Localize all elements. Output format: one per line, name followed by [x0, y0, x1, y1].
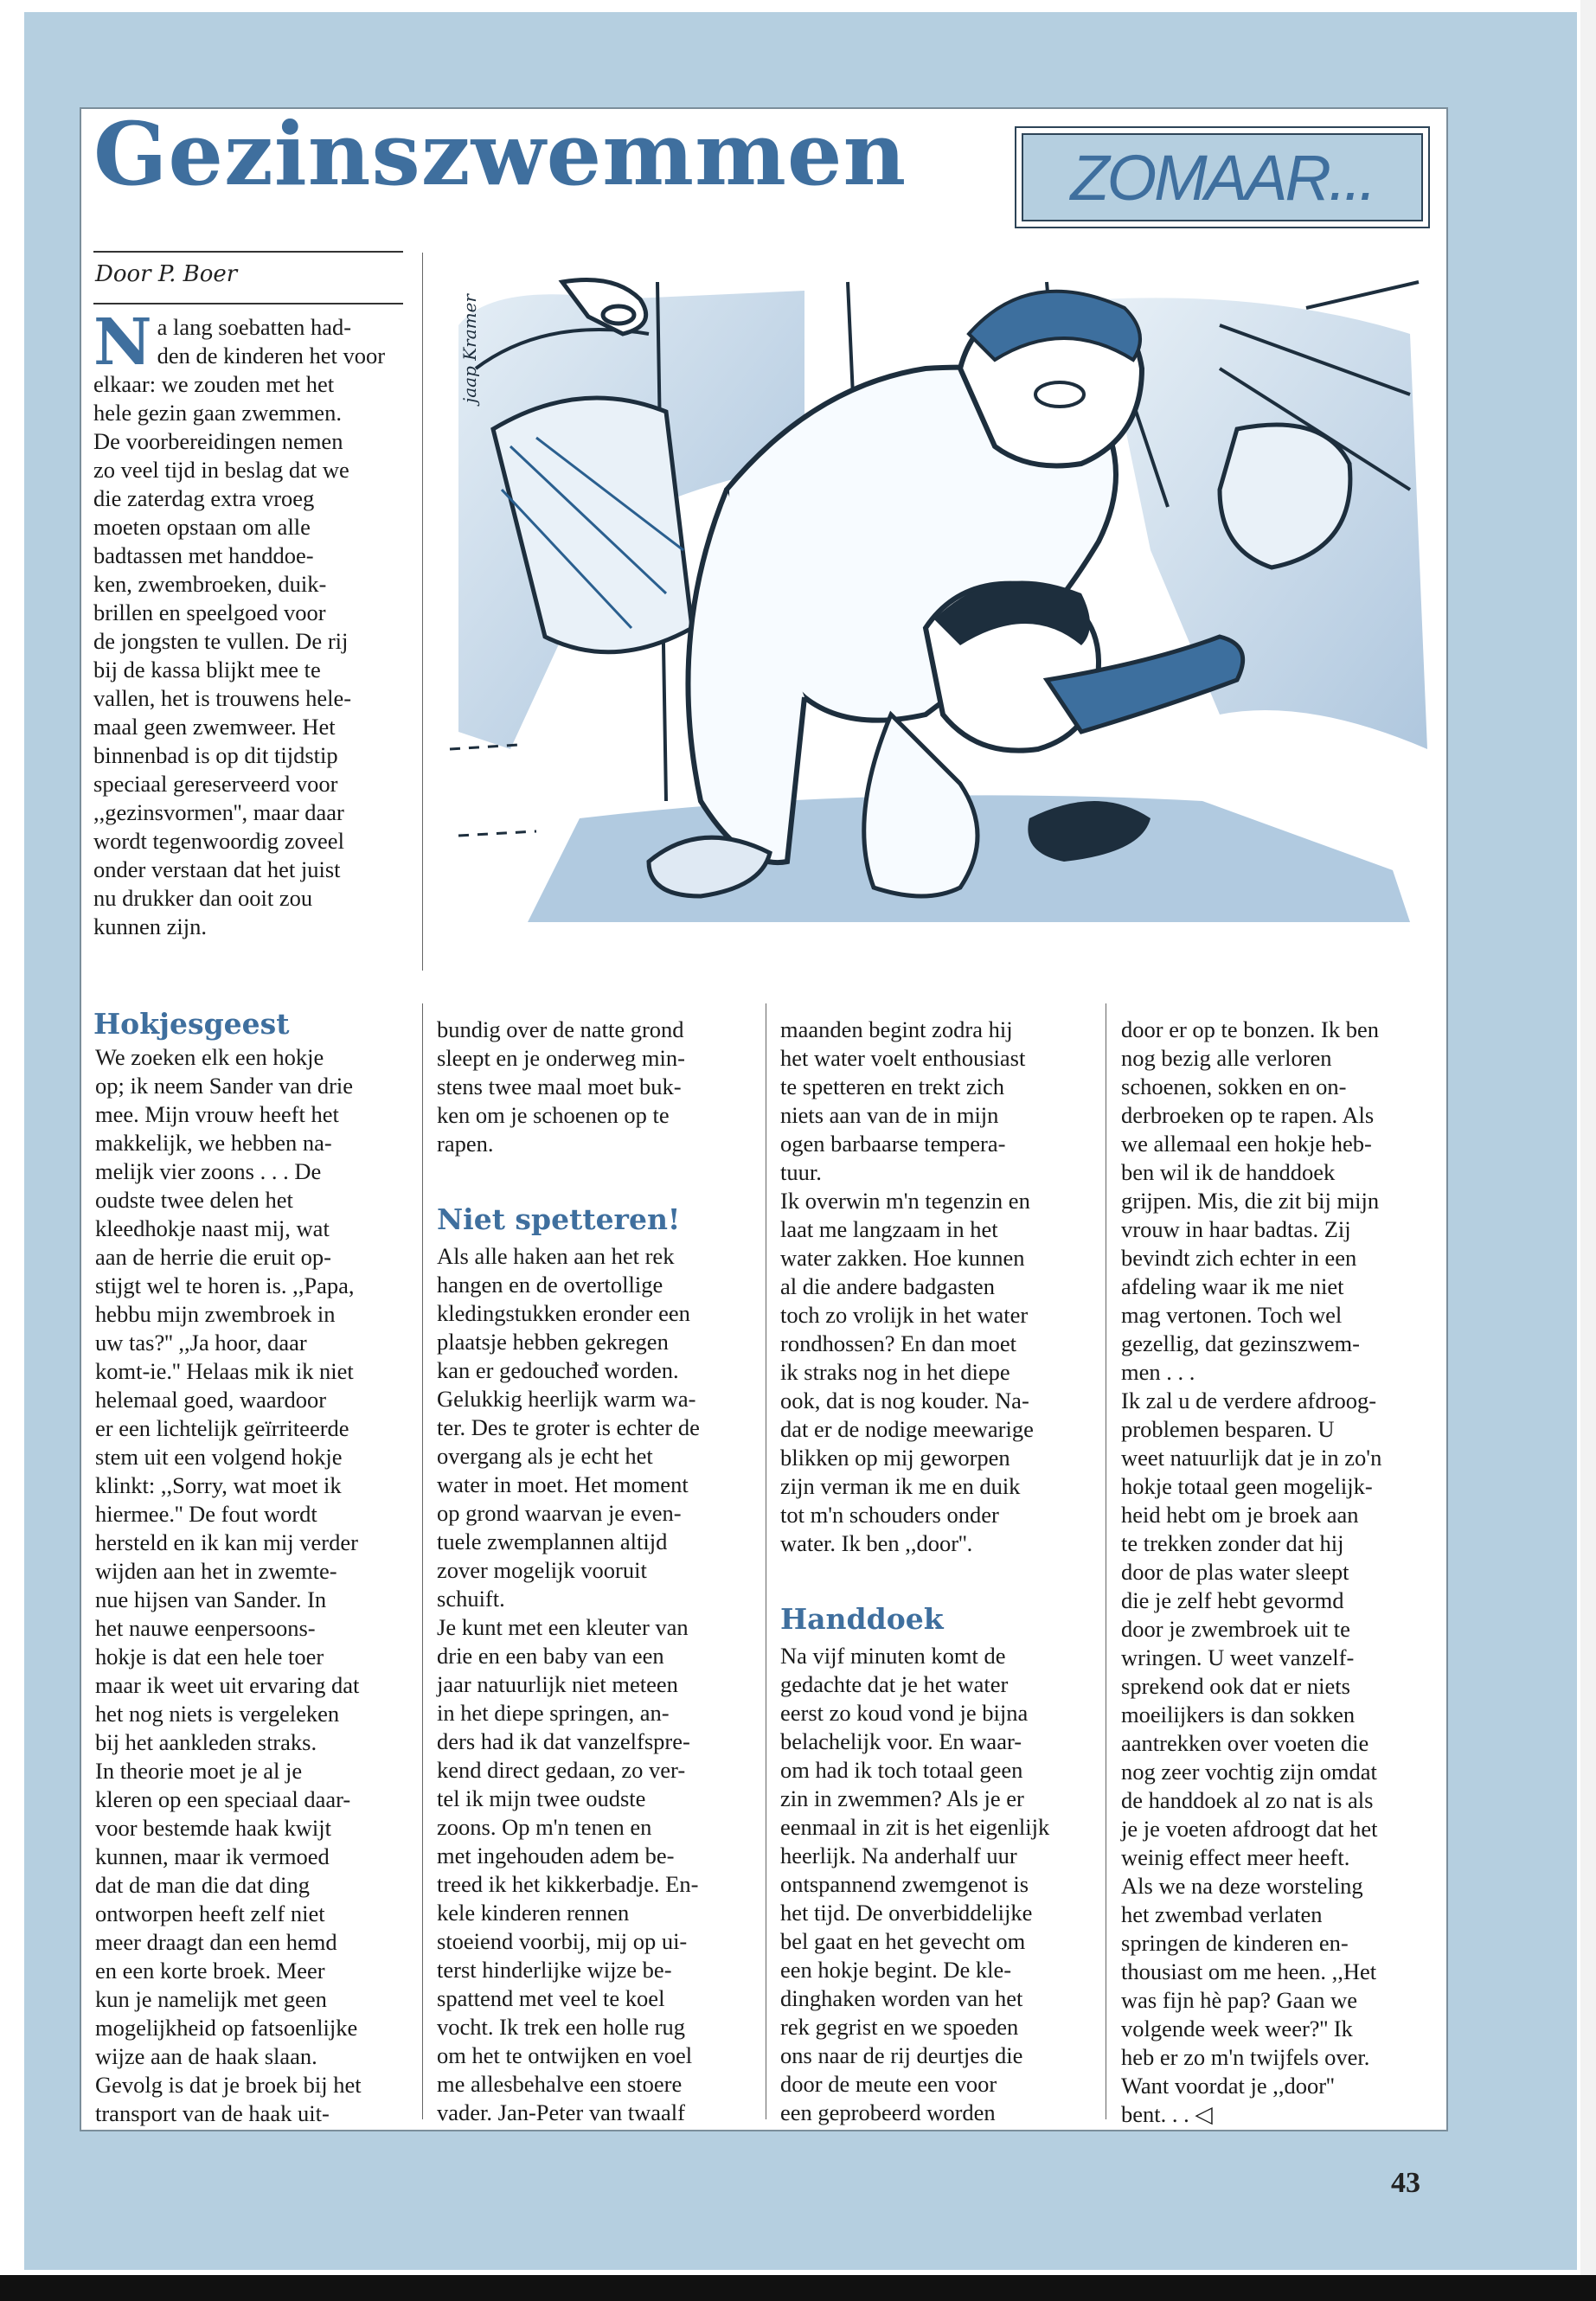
heading-hokjesgeest: Hokjesgeest	[93, 1007, 290, 1041]
column-3-text-top: maanden begint zodra hij het water voelt enthousiast te spetteren en trekt zich niets aan van de in mijn ogen barbaarse tempera- tuur. Ik overwin m'n tegenzin en laat me langzaam in het water zakken. Hoe kunnen al die andere badgasten toch zo vrolijk in het water rondhossen? En dan moet ik straks nog in het diepe ook, dat is nog kouder. Na- dat er de nodige meewarige blikken op mij geworpen zijn verman ik me en duik tot m'n schouders onder water. Ik ben ,,door''.	[780, 1016, 1034, 1556]
byline: Door P. Boer	[95, 261, 238, 287]
column-4-text: door er op te bonzen. Ik ben nog bezig alle verloren schoenen, sokken en on- derbroeken op te rapen. Als we allemaal een hokje heb- ben wil ik de handdoek grijpen. Mis, die zit bij mijn vrouw in haar badtas. Zij bevindt zich echter in een afdeling waar ik me niet mag vertonen. Toch wel gezellig, dat gezinszwem- men . . . Ik zal u de verdere afdroog- problemen besparen. U weet natuurlijk dat je in zo'n hokje totaal geen mogelijk- heid hebt om je broek aan te trekken zonder dat hij door de plas water sleept die je zelf hebt gevormd door je zwembroek uit te wringen. U weet vanzelf- sprekend ook dat er niets moeilijkers is dan sokken aantrekken over voeten die nog zeer vochtig zijn omdat de handdoek al zo nat is als je je voeten afdroogt dat het weinig effect meer heeft. Als we na deze worsteling het zwembad verlaten springen de kinderen en- thousiast om me heen. ,,Het was fijn hè pap? Gaan we volgende week weer?'' Ik heb er zo m'n twijfels over. Want voordat je ,,door'' bent. . . ◁	[1121, 1016, 1382, 2127]
illustration-signature: jaap Kramer	[459, 294, 480, 403]
byline-rule-top	[93, 251, 403, 253]
column-divider	[422, 1003, 423, 2119]
section-tag-box	[1015, 126, 1430, 228]
column-2-text-top: bundig over de natte grond sleept en je onderweg min- stens twee maal moet buk- ken om je schoenen op te rapen.	[437, 1016, 685, 1157]
scan-edge-bottom	[0, 2275, 1596, 2301]
drop-cap: N	[93, 305, 152, 380]
column-1-text: We zoeken elk een hokje op; ik neem Sander van drie mee. Mijn vrouw heeft het makkelijk, we hebben na- melijk vier zoons . . . De oudste twee delen het kleedhokje naast mij, wat aan de herrie die eruit op- stijgt wel te horen is. ,,Papa, hebbu mijn zwembroek in uw tas?'' ,,Ja hoor, daar komt-ie.'' Helaas mik ik niet helemaal goed, waardoor er een lichtelijk geïrriteerde stem uit een volgend hokje klinkt: ,,Sorry, wat moet ik hiermee.'' De fout wordt hersteld en ik kan mij verder wijden aan het in zwemte- nue hijsen van Sander. In het nauwe eenpersoons- hokje is dat een hele toer maar ik weet uit ervaring dat het nog niets is vergeleken bij het aankleden straks. In theorie moet je al je kleren op een speciaal daar- voor bestemde haak kwijt kunnen, maar ik vermoed dat de man die dat ding ontworpen heeft zelf niet meer draagt dan een hemd en een korte broek. Meer kun je namelijk met geen mogelijkheid op fatsoenlijke wijze aan de haak slaan. Gevolg is dat je broek bij het transport van de haak uit-	[95, 1044, 362, 2126]
scan-edge-right	[1580, 0, 1596, 2301]
column-3-text: Na vijf minuten komt de gedachte dat je het water eerst zo koud vond je bijna belachelijk voor. En waar- om had ik toch totaal geen zin in zwemmen? Als je er eenmaal in zit is het eigenlijk heerlijk. Na anderhalf uur ontspannend zwemgenot is het tijd. De onverbiddelijke bel gaat en het gevecht om een hokje begint. De kle- dinghaken worden van het rek gegrist en we spoeden ons naar de rij deurtjes die door de meute een voor een geprobeerd worden	[780, 1643, 1050, 2125]
column-divider	[422, 253, 423, 971]
cartoon-illustration	[441, 265, 1438, 931]
heading-handdoek: Handdoek	[780, 1602, 944, 1636]
section-tag: ZOMAAR...	[1022, 133, 1423, 221]
intro-text: a lang soebatten had- den de kinderen het voor elkaar: we zouden met het hele gezin gaan zwemmen. De voorbereidingen nemen zo veel tijd in beslag dat we die zaterdag extra vroeg moeten opstaan om alle badtassen met handdoe- ken, zwembroeken, duik- brillen en speelgoed voor de jongsten te vullen. De rij bij de kassa blijkt mee te vallen, het is trouwens hele- maal geen zwemweer. Het binnenbad is op dit tijdstip speciaal gereserveerd voor ,,gezinsvormen'', maar daar wordt tegenwoordig zoveel onder verstaan dat het juist nu drukker dan ooit zou kunnen zijn.	[93, 314, 386, 939]
page-title: Gezinszwemmen	[93, 103, 907, 205]
column-2-text: Als alle haken aan het rek hangen en de overtollige kledingstukken eronder een plaatsje hebben gekregen kan er gedoucheđ worden. Gelukkig heerlijk warm wa- ter. Des te groter is echter de overgang als je echt het water in moet. Het moment op grond waarvan je even- tuele zwemplannen altijd zover mogelijk vooruit schuift. Je kunt met een kleuter van drie en een baby van een jaar natuurlijk niet meteen in het diepe springen, an- ders had ik dat vanzelfspre- kend direct gedaan, zo ver- tel ik mijn twee oudste zoons. Op m'n tenen en met ingehouden adem be- treed ik het kikkerbadje. En- kele kinderen rennen stoeiend voorbij, mij op ui- terst hinderlijke wijze be- spattend met veel te koel vocht. Ik trek een holle rug om het te ontwijken en voel me allesbehalve een stoere vader. Jan-Peter van twaalf	[437, 1243, 700, 2125]
byline-rule-bottom	[93, 303, 403, 304]
intro-column	[93, 305, 409, 941]
page-number: 43	[1391, 2167, 1420, 2199]
heading-niet-spetteren: Niet spetteren!	[437, 1202, 681, 1236]
